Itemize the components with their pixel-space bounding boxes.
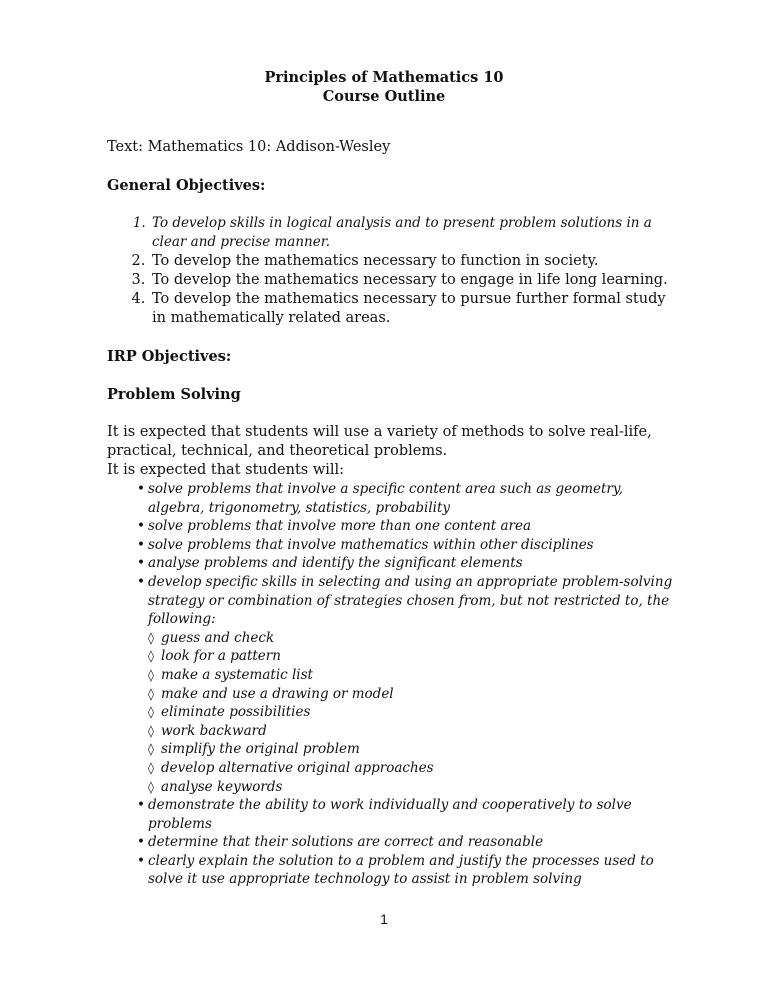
bullet-icon: • [137,555,145,572]
diamond-icon: ◊ [148,630,154,645]
problem-solving-intro: It is expected that students will: [107,462,345,478]
diamond-icon: ◊ [148,705,154,720]
strategy-list [148,629,677,796]
strategy-text: simplify the original problem [161,741,360,758]
bullet-text: demonstrate the ability to work individually and cooperatively to solve problems [148,797,632,832]
general-objectives-heading: General Objectives: [107,177,266,194]
bullet-text: determine that their solutions are correct and reasonable [148,834,544,851]
bullet-text: solve problems that involve more than one content area [148,518,532,535]
strategy-text: develop alternative original approaches [161,759,434,776]
textbook-line: Text: Mathematics 10: Addison-Wesley [107,139,391,155]
problem-solving-heading: Problem Solving [107,386,241,403]
document-subtitle: Course Outline [322,88,446,105]
strategy-item [148,759,677,778]
objective-item: 3. To develop the mathematics necessary to engage in life long learning. [150,271,677,290]
diamond-icon: ◊ [148,686,154,701]
strategy-text: look for a pattern [161,648,281,665]
strategy-text: work backward [161,722,267,739]
strategy-item [148,778,677,797]
list-item [137,536,677,555]
problem-solving-paragraph: It is expected that students will use a variety of methods to solve real-life, practical, technical, and theoretical problems. [107,424,652,459]
objective-item: 1. To develop skills in logical analysis and to present problem solutions in a clear and precise manner. [150,214,677,252]
bullet-text: analyse problems and identify the significant elements [148,555,523,572]
list-item [137,480,677,517]
document-content [107,138,677,889]
diamond-icon: ◊ [148,742,154,757]
bullet-icon: • [137,834,145,851]
general-objectives-list [107,214,677,328]
problem-solving-bullets [107,480,677,889]
list-item [137,833,677,852]
bullet-icon: • [137,536,145,553]
strategy-text: eliminate possibilities [161,704,311,721]
bullet-icon: • [137,797,145,814]
list-item [137,554,677,573]
bullet-icon: • [137,573,145,590]
strategy-item [148,629,677,648]
strategy-item [148,740,677,759]
list-item [137,796,677,833]
strategy-item [148,722,677,741]
document-title: Principles of Mathematics 10 [264,69,504,86]
bullet-text: develop specific skills in selecting and using an appropriate problem-solving strategy or combination of strategies chosen from, but not restricted to, the following: [148,573,673,628]
bullet-text: solve problems that involve mathematics within other disciplines [148,536,594,553]
irp-objectives-heading: IRP Objectives: [107,348,232,365]
objective-item: 2. To develop the mathematics necessary to function in society. [150,252,677,271]
diamond-icon: ◊ [148,779,154,794]
strategy-item [148,666,677,685]
diamond-icon: ◊ [148,667,154,682]
diamond-icon: ◊ [148,723,154,738]
bullet-icon: • [137,518,145,535]
strategy-item [148,685,677,704]
strategy-text: make a systematic list [161,666,313,683]
list-item [137,517,677,536]
diamond-icon: ◊ [148,760,154,775]
list-item [137,852,677,889]
strategy-item [148,703,677,722]
strategy-text: make and use a drawing or model [161,685,394,702]
page-number: 1 [380,911,388,927]
bullet-text: solve problems that involve a specific content area such as geometry, algebra, trigonometry, statistics, probability [148,481,624,516]
bullet-text: clearly explain the solution to a problem and justify the processes used to solve it use appropriate technology to assist in problem solving [148,852,654,888]
strategy-text: analyse keywords [161,778,283,795]
objective-item: 4. To develop the mathematics necessary to pursue further formal study in mathematically related areas. [150,290,677,328]
bullet-icon: • [137,481,145,497]
bullet-icon: • [137,852,145,869]
strategy-text: guess and check [161,629,275,646]
strategy-item [148,647,677,666]
list-item [137,573,677,796]
diamond-icon: ◊ [148,649,154,664]
title-block [0,68,768,106]
